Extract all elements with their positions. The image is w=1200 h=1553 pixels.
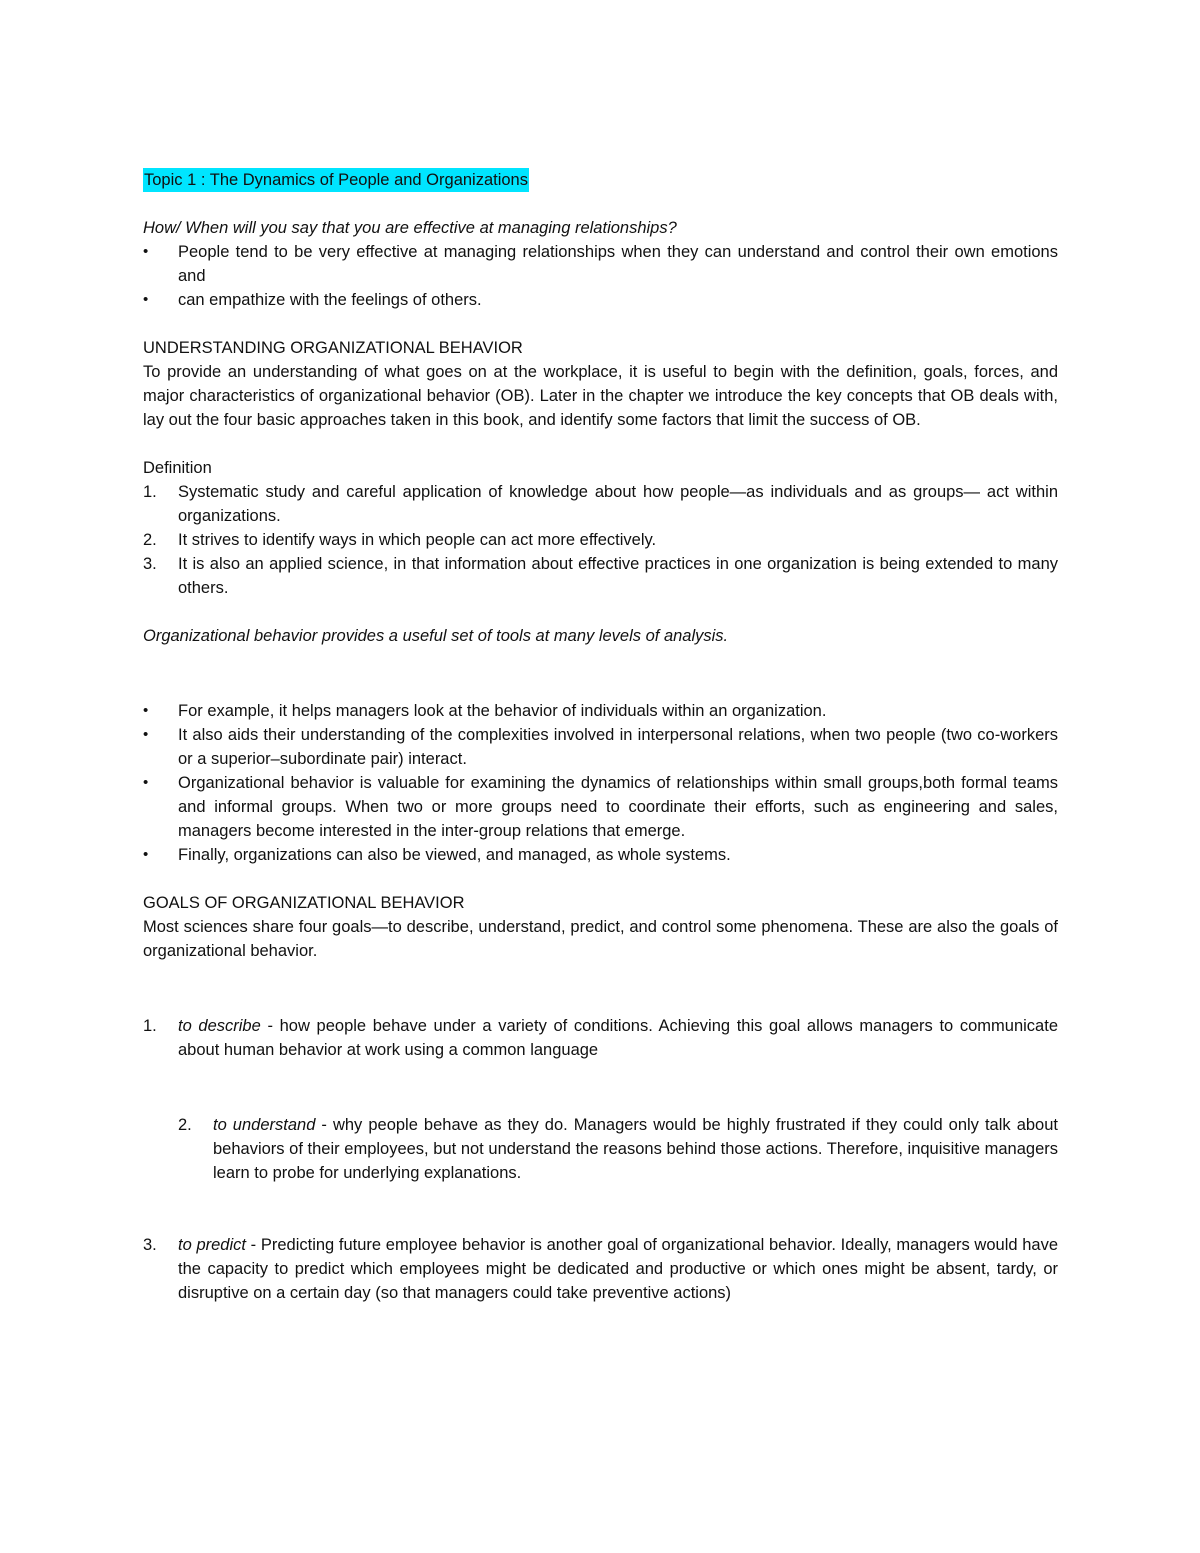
list-item [143, 723, 1058, 771]
spacer [143, 1185, 1058, 1233]
item-number: 2. [143, 531, 157, 549]
item-text: It strives to identify ways in which people can act more effectively. [178, 531, 657, 549]
topic-title: Topic 1 : The Dynamics of People and Organizations [143, 168, 529, 192]
bullet-icon: • [143, 702, 149, 719]
bullet-icon: • [143, 243, 149, 260]
spacer [143, 432, 1058, 456]
numbered-item [143, 480, 1058, 528]
goals-heading: GOALS OF ORGANIZATIONAL BEHAVIOR [143, 894, 465, 912]
item-number: 3. [143, 1236, 157, 1254]
goal-item [143, 1113, 1058, 1185]
list-item-text: can empathize with the feelings of others. [178, 291, 482, 309]
section-paragraph-understanding: To provide an understanding of what goes on at the workplace, it is useful to begin with the definition, goals, forces, and major characteristics of organizational behavior (OB). Later in the chapter we introduce the key concepts that OB deals with, lay out the four basic approaches taken in this book, and identify some factors that limit the success of OB. [143, 363, 1058, 429]
item-text: It is also an applied science, in that information about effective practices in one organization is being extended to many others. [178, 555, 1058, 597]
list-item-text: People tend to be very effective at managing relationships when they can understand and control their own emotions and [178, 243, 1058, 285]
goal-term: to understand [213, 1116, 316, 1134]
section-heading-understanding: UNDERSTANDING ORGANIZATIONAL BEHAVIOR [143, 339, 523, 357]
item-number: 2. [178, 1116, 192, 1134]
goals-paragraph: Most sciences share four goals—to describe, understand, predict, and control some phenomena. These are also the goals of organizational behavior. [143, 918, 1058, 960]
item-number: 1. [143, 483, 157, 501]
goal-term: to predict [178, 1236, 246, 1254]
item-number: 1. [143, 1017, 157, 1035]
spacer [143, 648, 1058, 699]
topic-title-line [143, 168, 1058, 192]
list-item [143, 843, 1058, 867]
numbered-item [143, 552, 1058, 600]
definition-heading: Definition [143, 459, 212, 477]
tools-statement: Organizational behavior provides a useful set of tools at many levels of analysis. [143, 627, 729, 645]
list-item-text: Finally, organizations can also be viewed, and managed, as whole systems. [178, 846, 731, 864]
numbered-item [143, 528, 1058, 552]
question-text: How/ When will you say that you are effective at managing relationships? [143, 219, 677, 237]
list-item-text: Organizational behavior is valuable for examining the dynamics of relationships within small groups,both formal teams and informal groups. When two or more groups need to coordinate their efforts, such as engineering and sales, managers become interested in the inter-group relations that emerge. [178, 774, 1058, 840]
spacer [143, 192, 1058, 216]
spacer [143, 963, 1058, 1014]
list-item [143, 771, 1058, 843]
goal-item [143, 1014, 1058, 1062]
goal-term: to describe [178, 1017, 261, 1035]
list-item [143, 240, 1058, 288]
list-item [143, 699, 1058, 723]
document-page [143, 168, 1058, 1305]
spacer [143, 867, 1058, 891]
list-item [143, 288, 1058, 312]
bullet-icon: • [143, 726, 149, 743]
spacer [143, 312, 1058, 336]
list-item-text: For example, it helps managers look at the behavior of individuals within an organization. [178, 702, 827, 720]
spacer [143, 600, 1058, 624]
spacer [143, 1062, 1058, 1113]
bullet-icon: • [143, 291, 149, 308]
list-item-text: It also aids their understanding of the complexities involved in interpersonal relations, when two people (two co-workers or a superior–subordinate pair) interact. [178, 726, 1058, 768]
item-text: Systematic study and careful application of knowledge about how people—as individuals and as groups— act within organizations. [178, 483, 1058, 525]
goal-text: - why people behave as they do. Managers would be highly frustrated if they could only talk about behaviors of their employees, but not understand the reasons behind those actions. Therefore, inquisitive managers learn to probe for underlying explanations. [213, 1116, 1058, 1182]
bullet-icon: • [143, 774, 149, 791]
goal-text: - Predicting future employee behavior is another goal of organizational behavior. Ideally, managers would have the capacity to predict which employees might be dedicated and productive or which ones might be absent, tardy, or disruptive on a certain day (so that managers could take preventive actions) [178, 1236, 1059, 1302]
item-number: 3. [143, 555, 157, 573]
goal-item [143, 1233, 1058, 1305]
bullet-icon: • [143, 846, 149, 863]
goal-text: - how people behave under a variety of conditions. Achieving this goal allows managers to communicate about human behavior at work using a common language [178, 1017, 1058, 1059]
